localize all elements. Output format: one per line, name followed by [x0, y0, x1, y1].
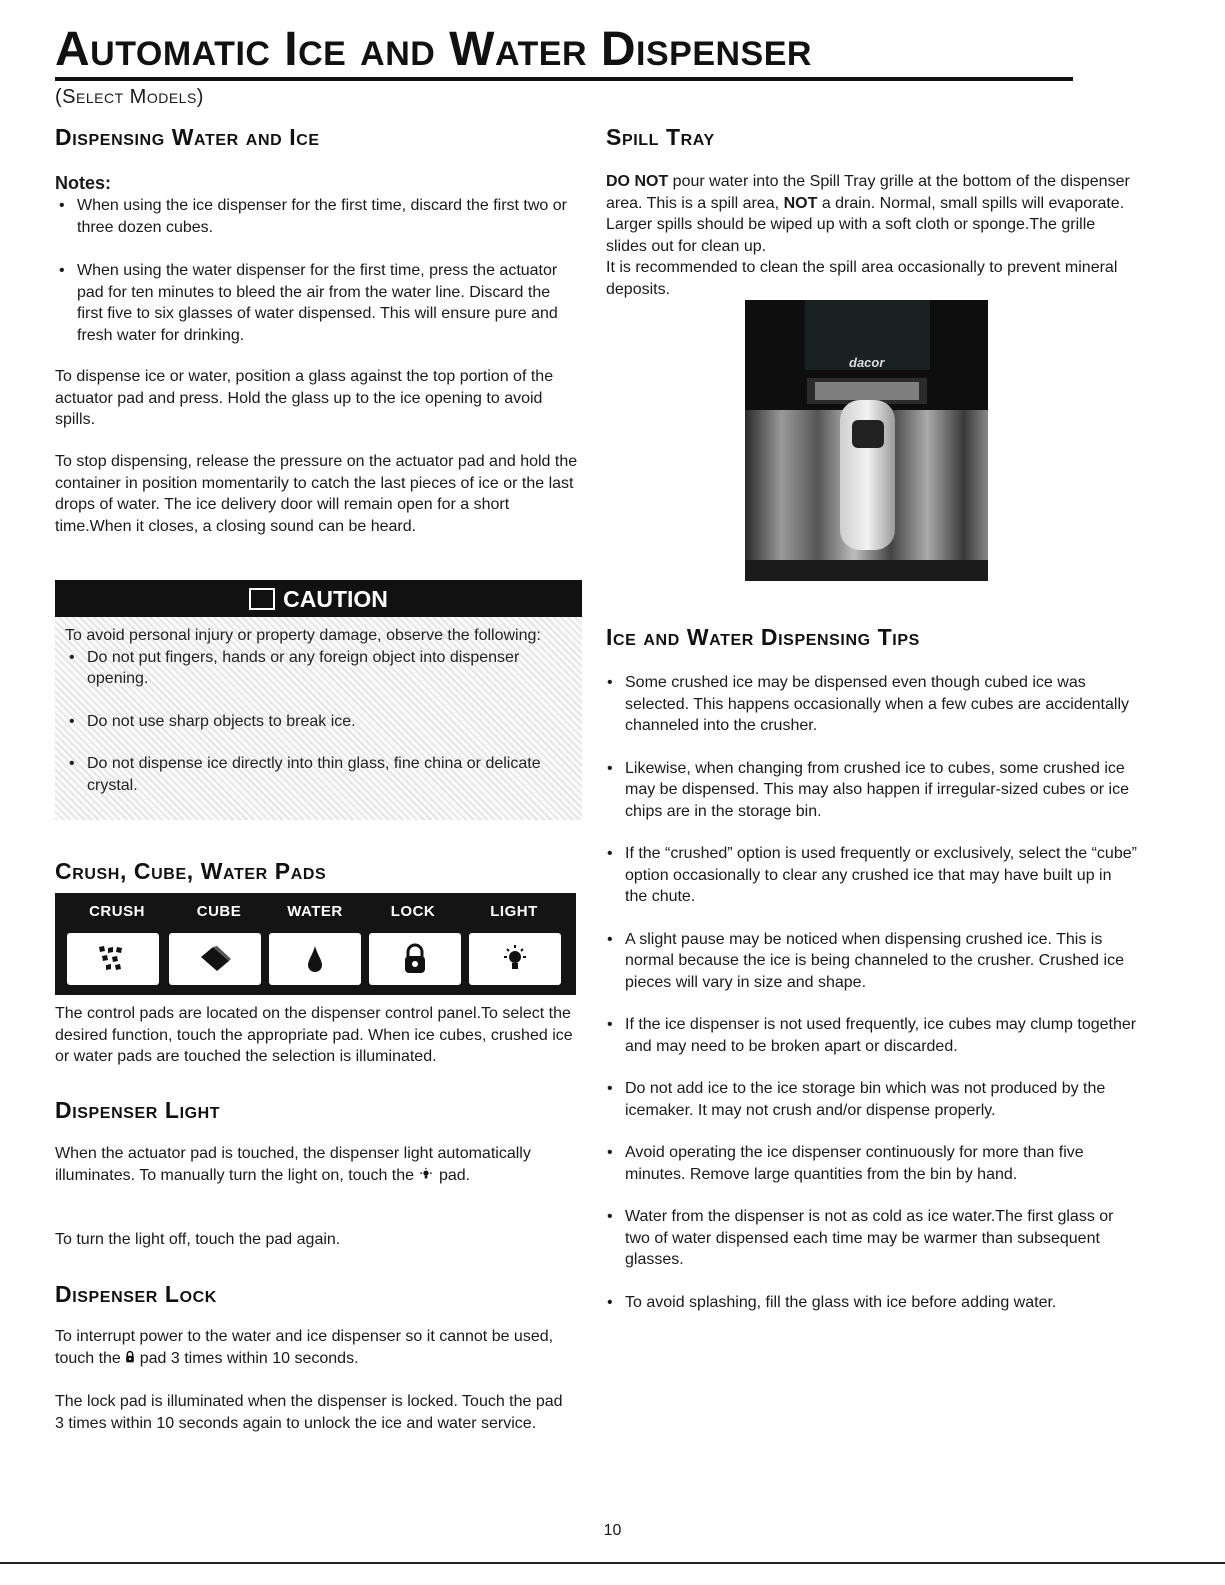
- list-item: • When using the ice dispenser for the first time, discard the first two or three dozen cubes.: [59, 197, 567, 236]
- light-paragraph: When the actuator pad is touched, the dispenser light automatically illuminates. To manually turn the light on, touch the pad.: [55, 1145, 531, 1184]
- unlock-paragraph: The lock pad is illuminated when the dispenser is locked. Touch the pad 3 times within 10 seconds again to unlock the ice and water service.: [55, 1393, 563, 1432]
- light-off-paragraph: To turn the light off, touch the pad again.: [55, 1231, 341, 1248]
- list-item: • To avoid splashing, fill the glass with ice before adding water.: [607, 1293, 1057, 1311]
- spill-tray-paragraph: DO NOT pour water into the Spill Tray grille at the bottom of the dispenser area. This is a spill area, NOT a drain. Normal, small spills will evaporate. Larger spills should be wiped up with a soft cloth or sponge.The grille slides out for clean up. It is recommended to clean the spill area occasionally to prevent mineral deposits.: [606, 173, 1130, 298]
- lock-paragraph: To interrupt power to the water and ice dispenser so it cannot be used, touch the pad 3 times within 10 seconds.: [55, 1328, 554, 1367]
- padlock-icon: [125, 1350, 135, 1364]
- cube-pad: [169, 933, 261, 985]
- list-item: • A slight pause may be noticed when dispensing crushed ice. This is normal because the ice is being channeled to the crusher. Crushed ice pieces will vary in size and shape.: [607, 930, 1124, 991]
- page-subtitle: (Select Models): [55, 86, 204, 108]
- pad-label-cube: CUBE: [196, 903, 242, 920]
- pad-label-water: WATER: [287, 903, 343, 920]
- title-underline: [55, 77, 1073, 81]
- list-item: • Avoid operating the ice dispenser continuously for more than five minutes. Remove large quantities from the bin by hand.: [607, 1144, 1084, 1183]
- pads-paragraph: The control pads are located on the dispenser control panel.To select the desired function, touch the appropriate pad. When ice cubes, crushed ice or water pads are touched the selection is illuminated.: [55, 1005, 573, 1065]
- caution-header: CAUTION: [55, 580, 582, 617]
- lock-pad: [369, 933, 461, 985]
- light-pad: [469, 933, 561, 985]
- notes-list: [55, 195, 580, 346]
- spill-tray-heading: Spill Tray: [606, 124, 715, 150]
- tips-list: [603, 672, 1138, 1313]
- caution-intro: To avoid personal injury or property damage, observe the following:: [65, 627, 541, 644]
- caution-body: [55, 617, 582, 820]
- dispensing-heading: Dispensing Water and Ice: [55, 124, 320, 150]
- list-item: • Water from the dispenser is not as cold as ice water.The first glass or two of water dispensed each time may be warmer than subsequent glasses.: [607, 1208, 1114, 1268]
- list-item: • Do not put fingers, hands or any foreign object into dispenser opening.: [69, 648, 520, 687]
- page-number: 10: [603, 1522, 622, 1539]
- list-item: • Do not dispense ice directly into thin glass, fine china or delicate crystal.: [69, 755, 541, 794]
- light-bulb-icon: [418, 1167, 434, 1181]
- pad-label-lock: LOCK: [390, 903, 436, 920]
- stop-paragraph: To stop dispensing, release the pressure on the actuator pad and hold the container in position momentarily to catch the last pieces of ice or the last drops of water. The ice delivery door will remain open for a short time.When it closes, a closing sound can be heard.: [55, 453, 578, 535]
- light-bulb-icon: [498, 943, 532, 975]
- notes-heading: Notes:: [55, 173, 112, 193]
- page-title: Automatic Ice and Water Dispenser: [55, 23, 812, 76]
- brand-logo: dacor: [849, 355, 885, 370]
- control-pad-panel: [55, 893, 576, 995]
- ice-cube-icon: [195, 943, 235, 975]
- list-item: • Do not add ice to the ice storage bin which was not produced by the icemaker. It may not crush and/or dispense properly.: [607, 1080, 1106, 1119]
- list-item: • If the ice dispenser is not used frequently, ice cubes may clump together and may need to be broken apart or discarded.: [607, 1016, 1137, 1055]
- water-pad: [269, 933, 361, 985]
- crushed-ice-icon: [93, 944, 133, 974]
- pad-label-light: LIGHT: [490, 903, 538, 920]
- list-item: • If the “crushed” option is used frequently or exclusively, select the “cube” option occasionally to clear any crushed ice that may have built up in the chute.: [607, 845, 1137, 905]
- tips-heading: Ice and Water Dispensing Tips: [606, 624, 920, 650]
- padlock-icon: [402, 943, 428, 975]
- pad-label-crush: CRUSH: [89, 903, 145, 920]
- crush-pad: [67, 933, 159, 985]
- dispenser-photo: [745, 300, 988, 581]
- warning-icon: [249, 588, 275, 610]
- list-item: • Likewise, when changing from crushed ice to cubes, some crushed ice may be dispensed. This may also happen if irregular-sized cubes or ice chips are in the storage bin.: [607, 759, 1129, 820]
- bottom-rule: [0, 1562, 1225, 1564]
- water-drop-icon: [305, 944, 325, 974]
- list-item: • Some crushed ice may be dispensed even though cubed ice was selected. This happens occasionally when a few cubes are accidentally channeled into the crusher.: [607, 674, 1129, 734]
- caution-box: [55, 580, 582, 820]
- pads-heading: Crush, Cube, Water Pads: [55, 858, 327, 884]
- lock-heading: Dispenser Lock: [55, 1281, 217, 1307]
- list-item: • When using the water dispenser for the first time, press the actuator pad for ten minutes to bleed the air from the water line. Discard the first five to six glasses of water dispensed. This will ensure pure and fresh water for drinking.: [59, 262, 558, 344]
- dispense-paragraph: To dispense ice or water, position a glass against the top portion of the actuator pad and press. Hold the glass up to the ice opening to avoid spills.: [55, 368, 554, 428]
- list-item: • Do not use sharp objects to break ice.: [69, 712, 356, 730]
- light-heading: Dispenser Light: [55, 1097, 221, 1123]
